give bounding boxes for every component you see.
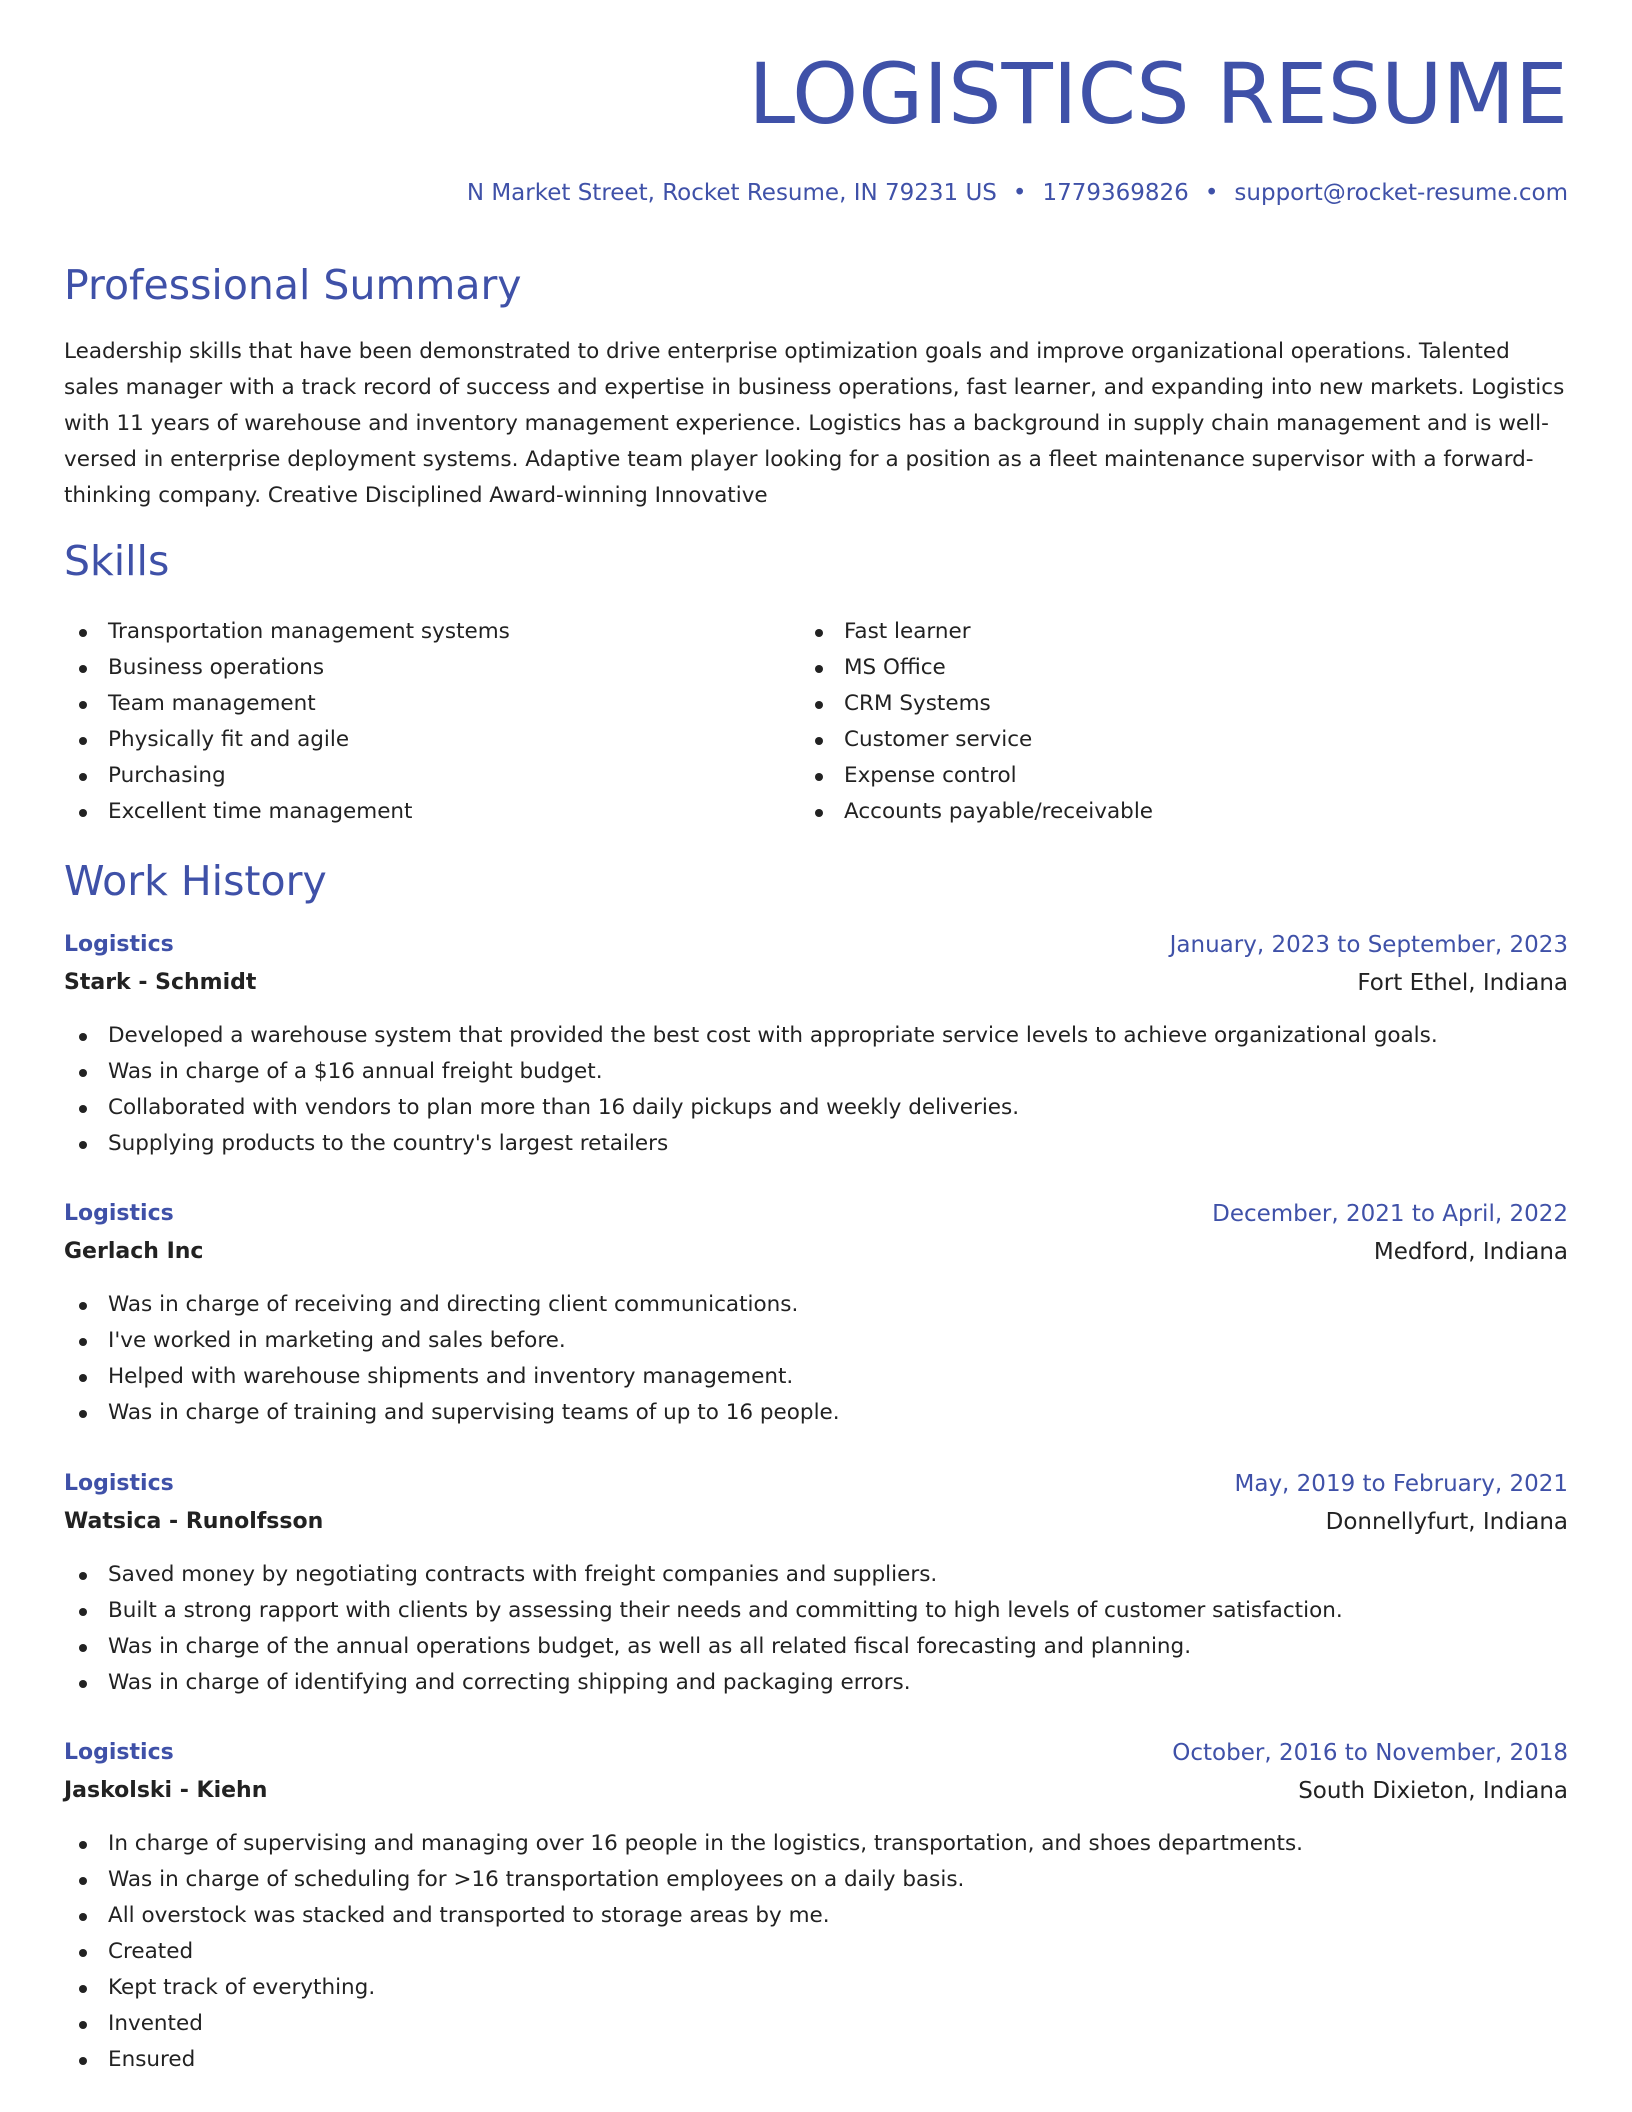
job-bullets bbox=[64, 1826, 1568, 2078]
job-dates: December, 2021 to April, 2022 bbox=[1212, 1201, 1568, 1227]
work-history-heading: Work History bbox=[64, 857, 327, 905]
job-dates: October, 2016 to November, 2018 bbox=[1172, 1740, 1568, 1766]
job-bullet: Invented bbox=[64, 2006, 1568, 2042]
job-bullet: Was in charge of scheduling for >16 transportation employees on a daily basis. bbox=[64, 1862, 1568, 1898]
job-company: Gerlach Inc bbox=[64, 1239, 204, 1264]
job-company-row bbox=[64, 1503, 1568, 1541]
contact-separator: • bbox=[1204, 180, 1219, 206]
job-title: Logistics bbox=[64, 1201, 174, 1226]
skill-item: Fast learner bbox=[800, 614, 1153, 650]
job-bullet: Helped with warehouse shipments and inventory management. bbox=[64, 1359, 1568, 1395]
job-entry bbox=[64, 1195, 1568, 1431]
skill-item: Business operations bbox=[64, 650, 510, 686]
job-bullet: Built a strong rapport with clients by assessing their needs and committing to high levels of customer satisfaction. bbox=[64, 1593, 1568, 1629]
job-dates: May, 2019 to February, 2021 bbox=[1234, 1471, 1568, 1497]
job-bullet: All overstock was stacked and transported to storage areas by me. bbox=[64, 1898, 1568, 1934]
job-entry bbox=[64, 1734, 1568, 2078]
skill-item: Purchasing bbox=[64, 758, 510, 794]
skill-item: Customer service bbox=[800, 722, 1153, 758]
contact-email: support@rocket-resume.com bbox=[1234, 180, 1568, 206]
job-bullet: I've worked in marketing and sales before. bbox=[64, 1323, 1568, 1359]
job-header-row bbox=[64, 926, 1568, 964]
job-bullet: Kept track of everything. bbox=[64, 1970, 1568, 2006]
job-company-row bbox=[64, 1772, 1568, 1810]
job-company-row bbox=[64, 1233, 1568, 1271]
skills-heading: Skills bbox=[64, 537, 170, 585]
job-bullets bbox=[64, 1287, 1568, 1431]
job-title: Logistics bbox=[64, 932, 174, 957]
job-bullet: Ensured bbox=[64, 2042, 1568, 2078]
skills-list-left bbox=[64, 614, 510, 830]
job-location: South Dixieton, Indiana bbox=[1298, 1778, 1568, 1804]
job-header-row bbox=[64, 1195, 1568, 1233]
job-location: Medford, Indiana bbox=[1373, 1239, 1568, 1265]
summary-text: Leadership skills that have been demonstrated to drive enterprise optimization goals and improve organizational operations. Talented sales manager with a track record of success and expertise in business operations, fast learner, and expanding into new markets. Logistics with 11 years of warehouse and inventory management experience. Logistics has a background in supply chain management and is well-versed in enterprise deployment systems. Adaptive team player looking for a position as a fleet maintenance supervisor with a forward-thinking company. Creative Disciplined Award-winning Innovative bbox=[64, 339, 1565, 508]
job-bullet: Created bbox=[64, 1934, 1568, 1970]
contact-phone: 1779369826 bbox=[1042, 180, 1189, 206]
skill-item: Transportation management systems bbox=[64, 614, 510, 650]
contact-line bbox=[467, 180, 1568, 208]
job-company: Stark - Schmidt bbox=[64, 970, 257, 995]
job-header-row bbox=[64, 1734, 1568, 1772]
job-entry bbox=[64, 1465, 1568, 1701]
skill-item: Team management bbox=[64, 686, 510, 722]
skill-item: Expense control bbox=[800, 758, 1153, 794]
job-bullets bbox=[64, 1018, 1568, 1162]
skill-item: Accounts payable/receivable bbox=[800, 794, 1153, 830]
job-bullet: Collaborated with vendors to plan more than 16 daily pickups and weekly deliveries. bbox=[64, 1090, 1568, 1126]
job-bullet: Supplying products to the country's largest retailers bbox=[64, 1126, 1568, 1162]
skill-item: MS Office bbox=[800, 650, 1153, 686]
job-bullet: In charge of supervising and managing over 16 people in the logistics, transportation, and shoes departments. bbox=[64, 1826, 1568, 1862]
job-bullets bbox=[64, 1557, 1568, 1701]
summary-heading: Professional Summary bbox=[64, 261, 522, 309]
job-bullet: Developed a warehouse system that provided the best cost with appropriate service levels to achieve organizational goals. bbox=[64, 1018, 1568, 1054]
job-bullet: Was in charge of training and supervising teams of up to 16 people. bbox=[64, 1395, 1568, 1431]
job-bullet: Was in charge of identifying and correcting shipping and packaging errors. bbox=[64, 1665, 1568, 1701]
contact-address: N Market Street, Rocket Resume, IN 79231 US bbox=[466, 180, 997, 206]
job-bullet: Was in charge of the annual operations budget, as well as all related fiscal forecasting and planning. bbox=[64, 1629, 1568, 1665]
job-location: Fort Ethel, Indiana bbox=[1357, 970, 1568, 996]
resume-title: LOGISTICS RESUME bbox=[748, 45, 1568, 143]
job-title: Logistics bbox=[64, 1740, 174, 1765]
job-company: Watsica - Runolfsson bbox=[64, 1509, 324, 1534]
skill-item: Excellent time management bbox=[64, 794, 510, 830]
job-bullet: Was in charge of a $16 annual freight budget. bbox=[64, 1054, 1568, 1090]
job-dates: January, 2023 to September, 2023 bbox=[1169, 932, 1568, 958]
skill-item: CRM Systems bbox=[800, 686, 1153, 722]
job-company-row bbox=[64, 964, 1568, 1002]
job-company: Jaskolski - Kiehn bbox=[64, 1778, 268, 1803]
skill-item: Physically fit and agile bbox=[64, 722, 510, 758]
job-bullet: Was in charge of receiving and directing client communications. bbox=[64, 1287, 1568, 1323]
job-title: Logistics bbox=[64, 1471, 174, 1496]
contact-separator: • bbox=[1012, 180, 1027, 206]
job-entry bbox=[64, 926, 1568, 1162]
job-location: Donnellyfurt, Indiana bbox=[1325, 1509, 1568, 1535]
job-header-row bbox=[64, 1465, 1568, 1503]
skills-list-right bbox=[800, 614, 1153, 830]
job-bullet: Saved money by negotiating contracts with freight companies and suppliers. bbox=[64, 1557, 1568, 1593]
